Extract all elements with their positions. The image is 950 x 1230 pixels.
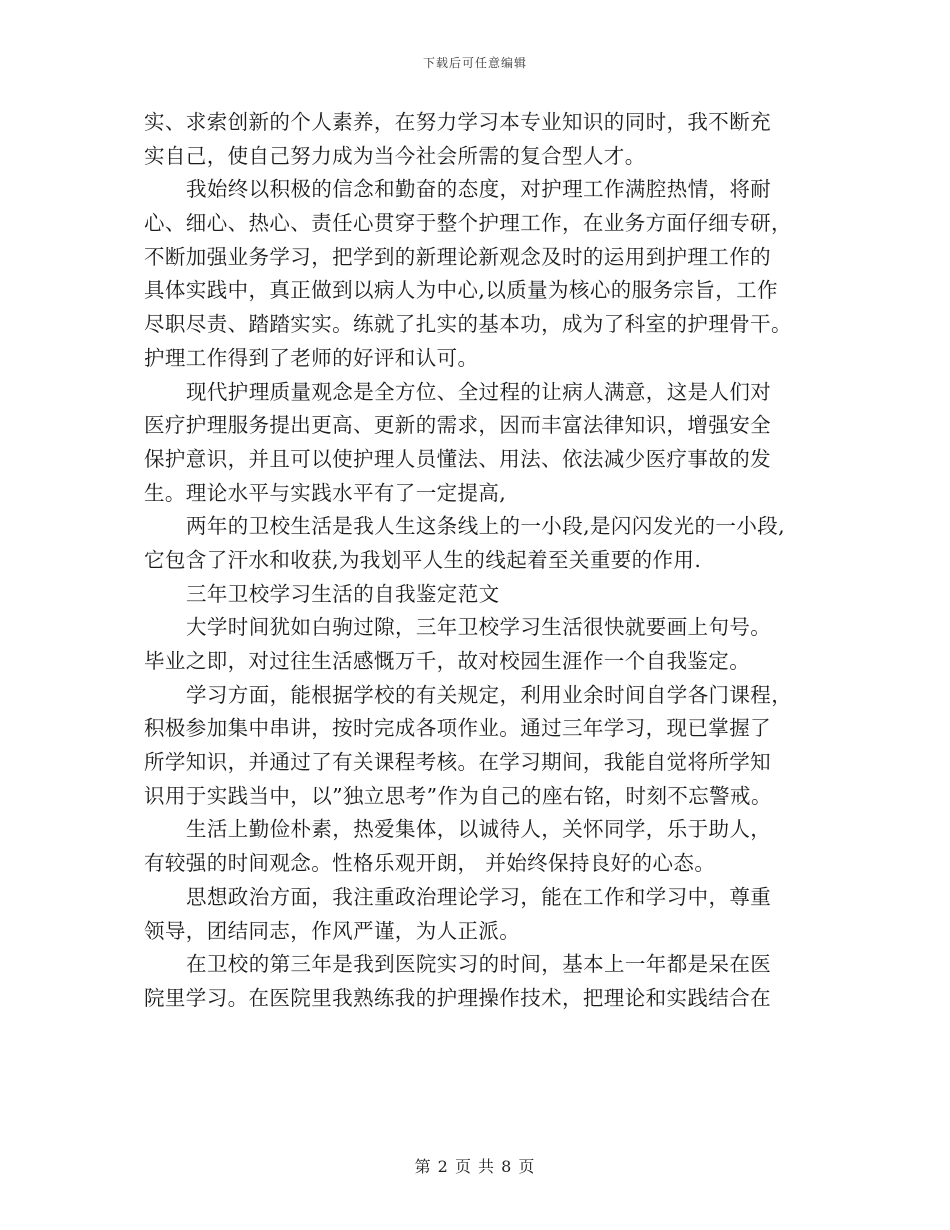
text-line: 所学知识，并通过了有关课程考核。在学习期间，我能自觉将所学知 bbox=[144, 750, 771, 775]
text-line: 实自己，使自己努力成为当今社会所需的复合型人才。 bbox=[144, 143, 646, 168]
text-line: 大学时间犹如白驹过隙，三年卫校学习生活很快就要画上句号。 bbox=[186, 615, 772, 640]
text-line: 现代护理质量观念是全方位、全过程的让病人满意，这是人们对 bbox=[186, 379, 772, 404]
text-line: 生。理论水平与实践水平有了一定提高, bbox=[144, 480, 507, 505]
text-line: 不断加强业务学习，把学到的新理论新观念及时的运用到护理工作的 bbox=[144, 244, 771, 269]
text-line: 院里学习。在医院里我熟练我的护理操作技术，把理论和实践结合在 bbox=[144, 985, 771, 1010]
text-line: 我始终以积极的信念和勤奋的态度，对护理工作满腔热情，将耐 bbox=[186, 177, 772, 202]
text-line: 医疗护理服务提出更高、更新的需求，因而丰富法律知识，增强安全 bbox=[144, 413, 771, 438]
text-line: 心、细心、热心、责任心贯穿于整个护理工作，在业务方面仔细专研， bbox=[144, 211, 792, 236]
text-line: 毕业之即，对过往生活感慨万千，故对校园生涯作一个自我鉴定。 bbox=[144, 649, 751, 673]
text-line: 它包含了汗水和收获,为我划平人生的线起着至关重要的作用. bbox=[144, 547, 702, 572]
text-line: 两年的卫校生活是我人生这条线上的一小段,是闪闪发光的一小段, bbox=[186, 514, 786, 539]
page-header: 下载后可任意编辑 bbox=[422, 56, 527, 70]
text-line: 三年卫校学习生活的自我鉴定范文 bbox=[186, 581, 500, 606]
text-line: 生活上勤俭朴素，热爱集体，以诚待人，关怀同学，乐于助人， bbox=[186, 817, 772, 842]
text-line: 思想政治方面，我注重政治理论学习，能在工作和学习中，尊重 bbox=[186, 884, 772, 909]
text-line: 有较强的时间观念。性格乐观开朗， 并始终保持良好的心态。 bbox=[144, 851, 716, 876]
text-line: 实、求索创新的个人素养，在努力学习本专业知识的同时，我不断充 bbox=[144, 110, 771, 134]
text-line: 识用于实践当中，以”独立思考”作为自己的座右铭，时刻不忘警戒。 bbox=[144, 783, 772, 808]
text-line: 保护意识，并且可以使护理人员懂法、用法、依法减少医疗事故的发 bbox=[144, 446, 771, 471]
text-line: 尽职尽责、踏踏实实。练就了扎实的基本功，成为了科室的护理骨干。 bbox=[144, 312, 792, 337]
text-line: 积极参加集中串讲，按时完成各项作业。通过三年学习，现已掌握了 bbox=[144, 716, 771, 741]
text-line: 领导，团结同志，作风严谨，为人正派。 bbox=[144, 918, 521, 943]
text-line: 具体实践中，真正做到以病人为中心,以质量为核心的服务宗旨，工作 bbox=[144, 278, 778, 303]
text-line: 护理工作得到了老师的好评和认可。 bbox=[144, 345, 479, 370]
document-body bbox=[144, 106, 816, 1016]
text-line: 在卫校的第三年是我到医院实习的时间，基本上一年都是呆在医 bbox=[186, 952, 772, 977]
page-footer: 第 2 页 共 8 页 bbox=[414, 1157, 536, 1176]
text-line: 学习方面，能根据学校的有关规定，利用业余时间自学各门课程， bbox=[186, 682, 793, 707]
